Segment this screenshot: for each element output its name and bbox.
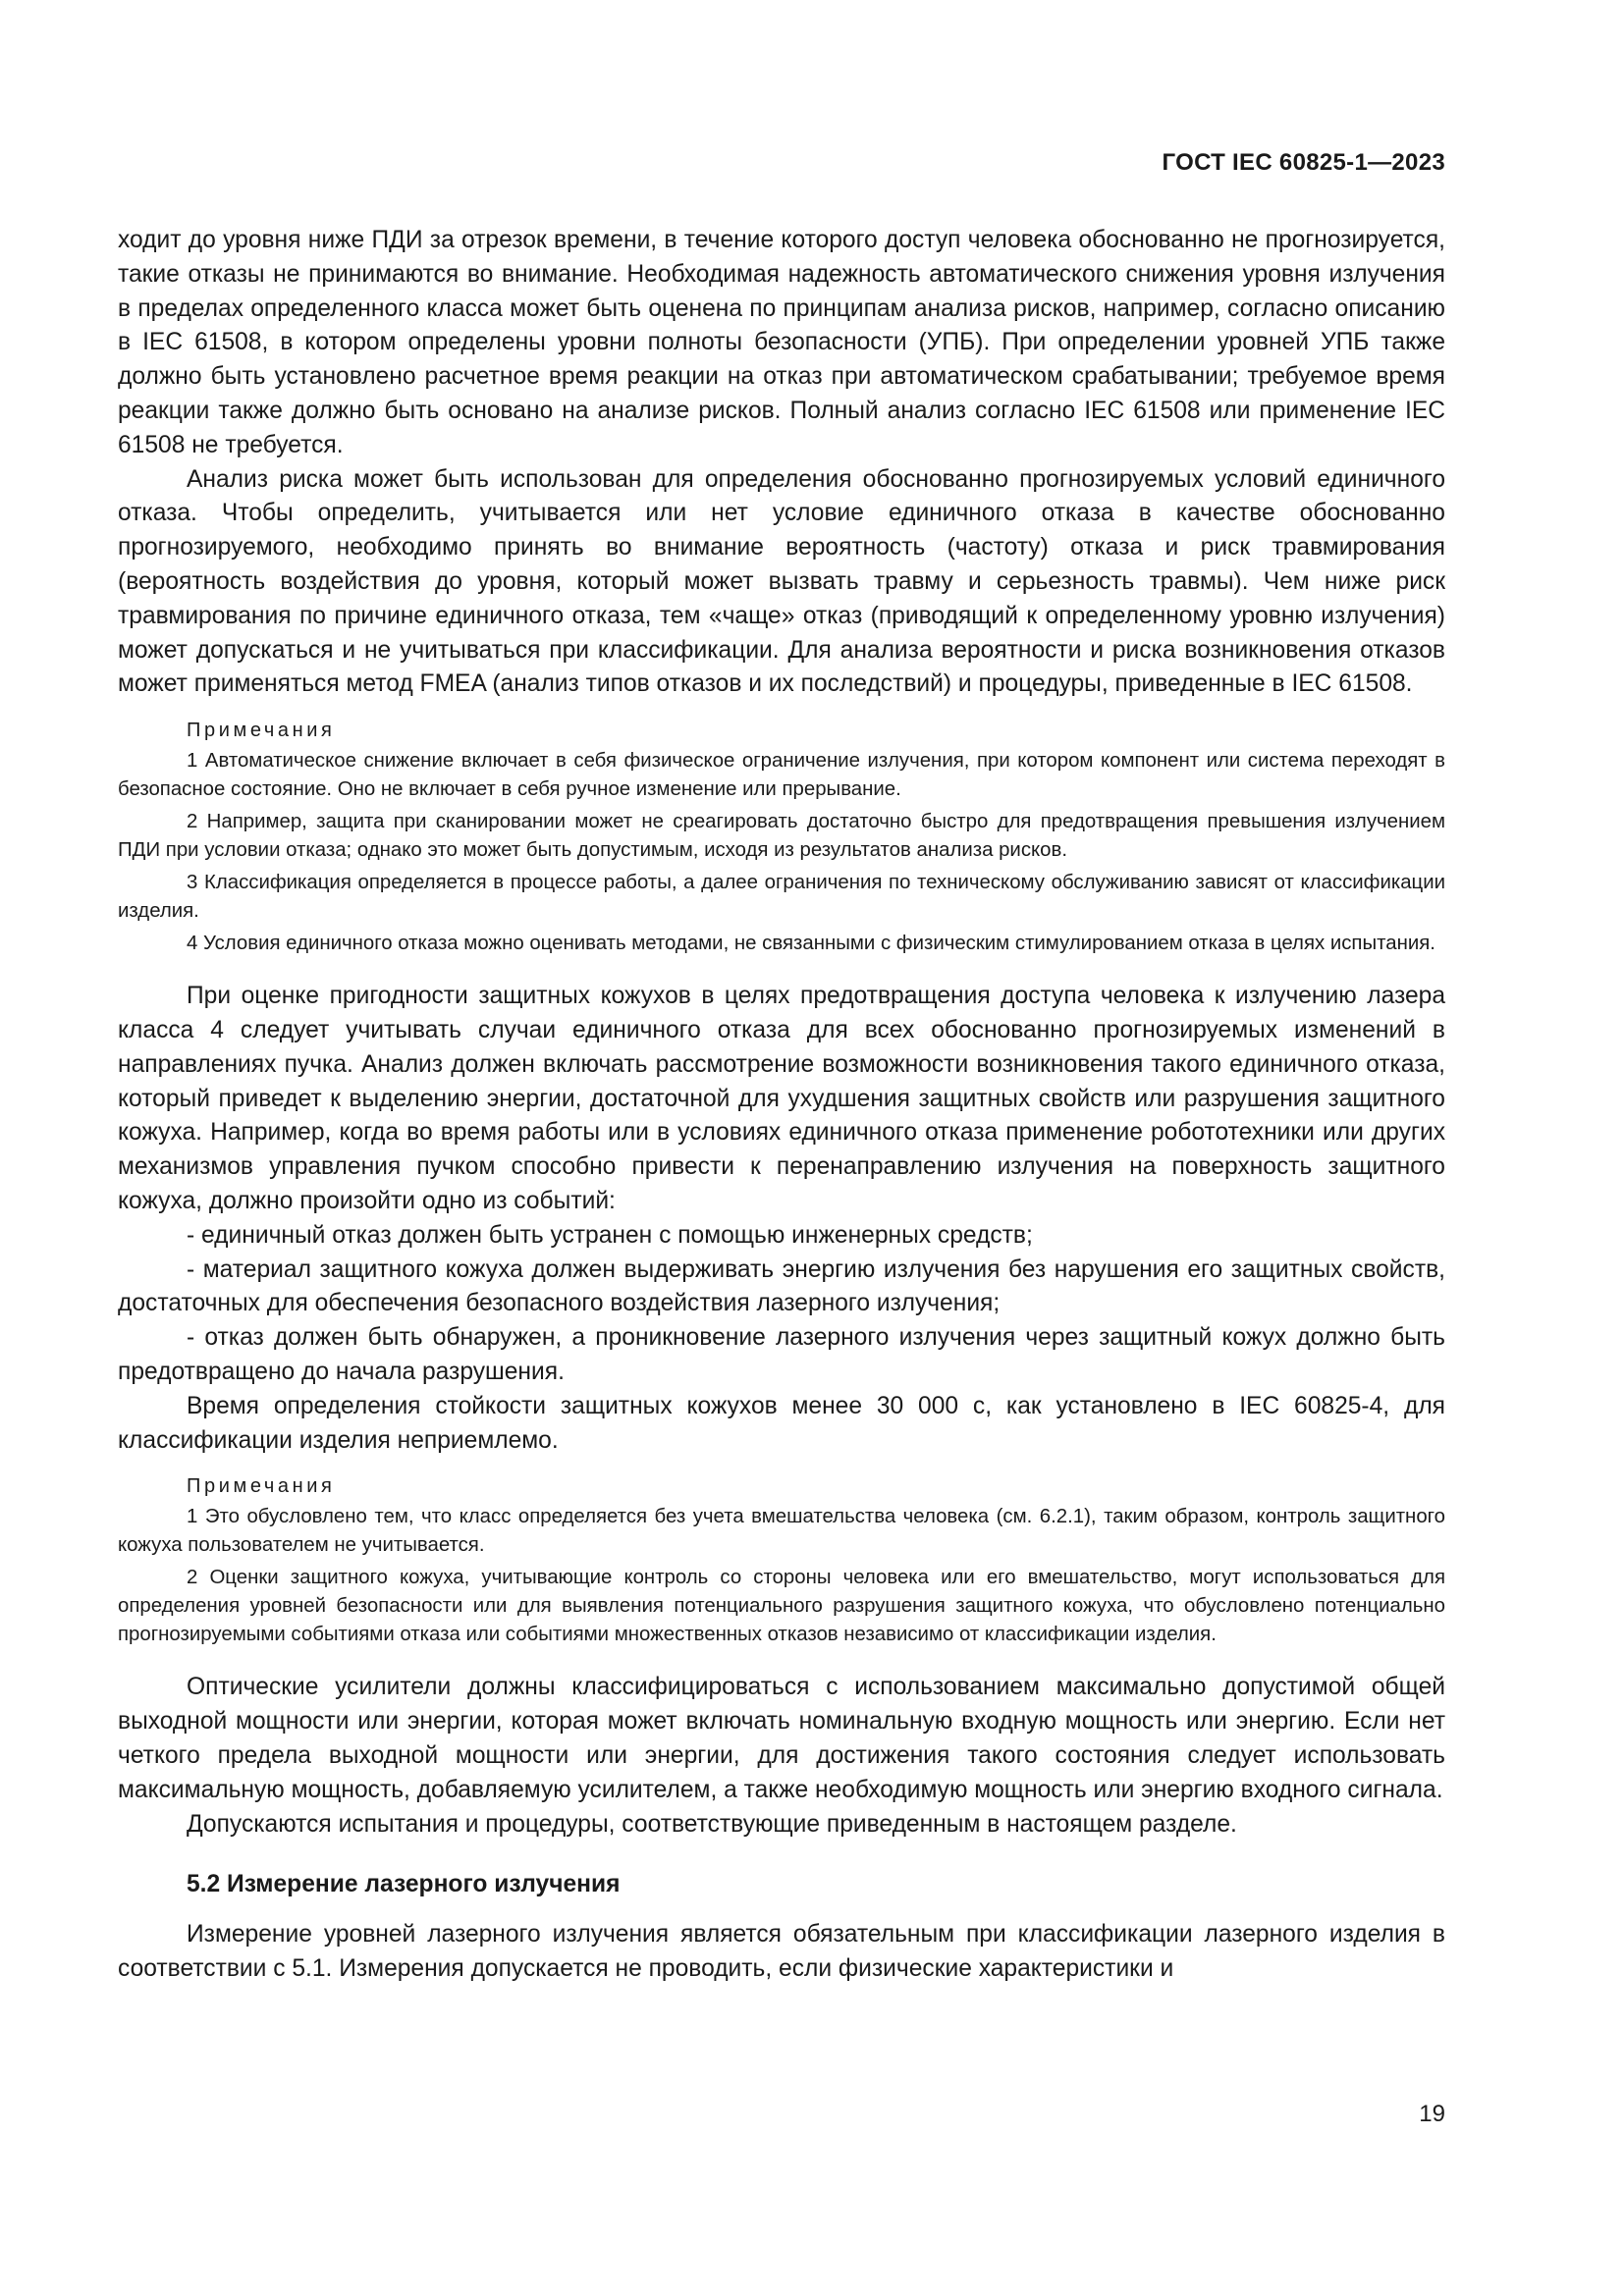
page-number: 19 <box>1419 2101 1445 2127</box>
section-heading: 5.2 Измерение лазерного излучения <box>187 1871 621 1898</box>
document-body <box>118 224 1445 1987</box>
paragraph-continuation: ходит до уровня ниже ПДИ за отрезок времени, в течение которого доступ человека обоснованно не прогнозируется, такие отказы не принимаются во внимание. Необходимая надежность автоматического снижения уровня излучения в пределах определенного класса может быть оценена по принципам анализа рисков, например, согласно описанию в IEC 61508, в котором определены уровни полноты безопасности (УПБ). При определении уровней УПБ также должно быть установлено расчетное время реакции на отказ при автоматическом срабатывании; требуемое время реакции также должно быть основано на анализе рисков. Полный анализ согласно IEC 61508 или применение IEC 61508 не требуется. <box>118 227 1445 458</box>
document-code-header: ГОСТ IEC 60825-1—2023 <box>1162 149 1445 176</box>
list-item-dash: - единичный отказ должен быть устранен с помощью инженерных средств; <box>187 1221 1033 1249</box>
notes-title: Примечания <box>187 1475 336 1498</box>
note-item: 2 Оценки защитного кожуха, учитывающие контроль со стороны человека или его вмешательство, могут использоваться для определения уровней безопасности или для выявления потенциального разрушения защитного кожуха, что обусловлено потенциально прогнозируемыми событиями отказа или событиями множественных отказов независимо от классификации изделия. <box>118 1567 1445 1646</box>
notes-block-1 <box>118 716 1445 958</box>
list-item-dash: - отказ должен быть обнаружен, а проникновение лазерного излучения через защитный кожух должно быть предотвращено до начала разрушения. <box>118 1324 1445 1385</box>
note-item: 3 Классификация определяется в процессе работы, а далее ограничения по техническому обслуживанию зависят от классификации изделия. <box>118 872 1445 923</box>
notes-title: Примечания <box>187 720 336 742</box>
paragraph-risk-analysis: Анализ риска может быть использован для определения обоснованно прогнозируемых условий единичного отказа. Чтобы определить, учитывается или нет условие единичного отказа в качестве обоснованно прогнозируемого, необходимо принять во внимание вероятность (частоту) отказа и риск травмирования (вероятность воздействия до уровня, который может вызвать травму и серьезность травмы). Чем ниже риск травмирования по причине единичного отказа, тем «чаще» отказ (приводящий к определенному уровню излучения) может допускаться и не учитываться при классификации. Для анализа вероятности и риска возникновения отказов может применяться метод FMEA (анализ типов отказов и их последствий) и процедуры, приведенные в IEC 61508. <box>118 465 1445 698</box>
paragraph-protective-housing: При оценке пригодности защитных кожухов в целях предотвращения доступа человека к излучению лазера класса 4 следует учитывать случаи единичного отказа для всех обоснованно прогнозируемых изменений в направлениях пучка. Анализ должен включать рассмотрение возможности возникновения такого единичного отказа, который приведет к выделению энергии, достаточной для ухудшения защитных свойств или разрушения защитного кожуха. Например, когда во время работы или в условиях единичного отказа применение робототехники или других механизмов управления пучком способно привести к перенаправлению излучения на поверхность защитного кожуха, должно произойти одно из событий: <box>118 983 1445 1214</box>
note-item: 1 Это обусловлено тем, что класс определяется без учета вмешательства человека (см. 6.2.1), таким образом, контроль защитного кожуха пользователем не учитывается. <box>118 1506 1445 1557</box>
notes-block-2 <box>118 1471 1445 1649</box>
note-item: 1 Автоматическое снижение включает в себя физическое ограничение излучения, при котором компонент или система переходят в безопасное состояние. Оно не включает в себя ручное изменение или прерывание. <box>118 750 1445 801</box>
note-item: 4 Условия единичного отказа можно оценивать методами, не связанными с физическим стимулированием отказа в целях испытания. <box>187 933 1435 955</box>
paragraph-measurement: Измерение уровней лазерного излучения является обязательным при классификации лазерного изделия в соответствии с 5.1. Измерения допускается не проводить, если физические характеристики и <box>118 1921 1445 1983</box>
paragraph-tests-allowed: Допускаются испытания и процедуры, соответствующие приведенным в настоящем разделе. <box>187 1810 1237 1838</box>
paragraph-resistance-time: Время определения стойкости защитных кожухов менее 30 000 с, как установлено в IEC 60825-4, для классификации изделия неприемлемо. <box>118 1392 1445 1454</box>
list-item-dash: - материал защитного кожуха должен выдерживать энергию излучения без нарушения его защитных свойств, достаточных для обеспечения безопасного воздействия лазерного излучения; <box>118 1255 1445 1317</box>
paragraph-optical-amplifiers: Оптические усилители должны классифицироваться с использованием максимально допустимой общей выходной мощности или энергии, которая может включать номинальную входную мощность или энергию. Если нет четкого предела выходной мощности или энергии, для достижения такого состояния следует использовать максимальную мощность, добавляемую усилителем, а также необходимую мощность или энергию входного сигнала. <box>118 1674 1445 1803</box>
note-item: 2 Например, защита при сканировании может не среагировать достаточно быстро для предотвращения превышения излучением ПДИ при условии отказа; однако это может быть допустимым, исходя из результатов анализа рисков. <box>118 811 1445 862</box>
